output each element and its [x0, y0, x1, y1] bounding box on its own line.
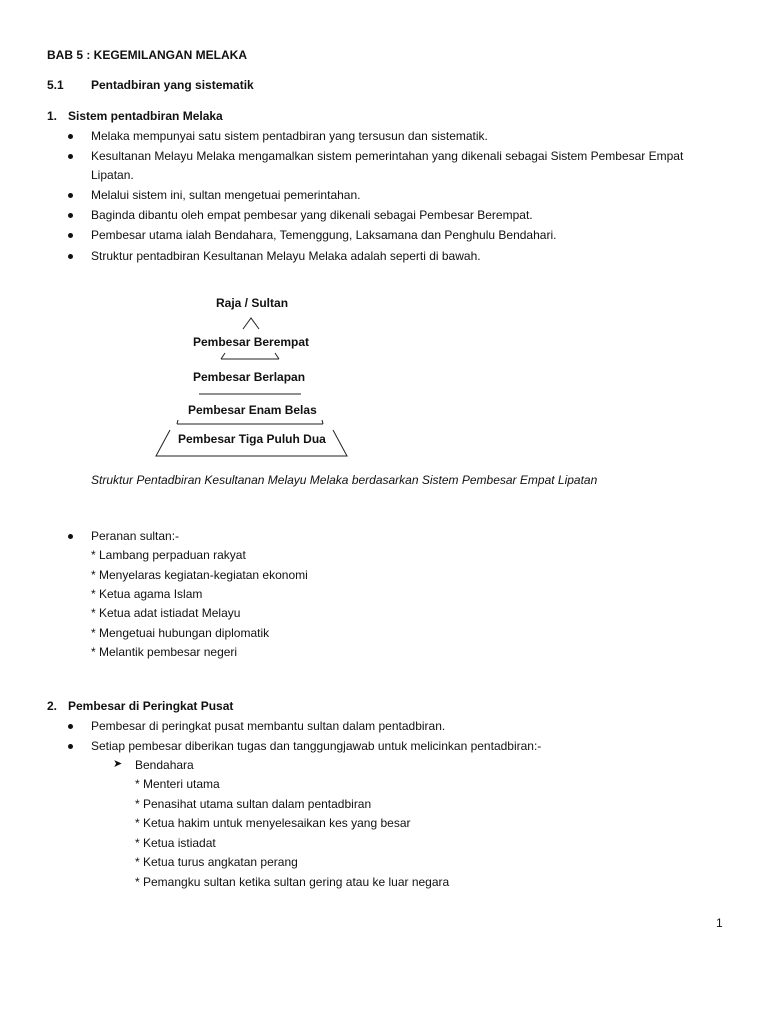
- peranan-title: Peranan sultan:-: [91, 529, 180, 543]
- list-item: * Melantik pembesar negeri: [91, 645, 238, 659]
- apex-triangle: [243, 318, 259, 329]
- pyramid-level-berempat: Pembesar Berempat: [193, 335, 310, 349]
- list-item: * Menyelaras kegiatan-kegiatan ekonomi: [91, 568, 308, 582]
- list-item: * Ketua turus angkatan perang: [135, 855, 298, 869]
- list-item: * Ketua hakim untuk menyelesaikan kes yang besar: [135, 816, 411, 830]
- chapter-title: BAB 5 : KEGEMILANGAN MELAKA: [47, 48, 247, 62]
- list-item: * Menteri utama: [135, 777, 220, 791]
- list-item: Melalui sistem ini, sultan mengetuai pemerintahan.: [91, 188, 361, 202]
- diagram-caption: Struktur Pentadbiran Kesultanan Melayu Melaka berdasarkan Sistem Pembesar Empat Lipatan: [91, 473, 598, 487]
- list-item: Setiap pembesar diberikan tugas dan tanggungjawab untuk melicinkan pentadbiran:-: [91, 739, 542, 753]
- list-item-continuation: Lipatan.: [91, 168, 134, 182]
- bullet-icon: [68, 534, 73, 539]
- pyramid-level-tiga-puluh-dua: Pembesar Tiga Puluh Dua: [178, 432, 326, 446]
- part1-title: Sistem pentadbiran Melaka: [68, 109, 223, 123]
- pyramid-level-enam-belas: Pembesar Enam Belas: [188, 403, 317, 417]
- list-item: * Ketua istiadat: [135, 836, 216, 850]
- list-item: * Ketua adat istiadat Melayu: [91, 606, 241, 620]
- pyramid-level-berlapan: Pembesar Berlapan: [193, 370, 306, 384]
- list-item: * Mengetuai hubungan diplomatik: [91, 626, 270, 640]
- list-item: * Pemangku sultan ketika sultan gering atau ke luar negara: [135, 875, 450, 889]
- list-item: * Penasihat utama sultan dalam pentadbiran: [135, 797, 372, 811]
- list-item: Pembesar utama ialah Bendahara, Temenggung, Laksamana dan Penghulu Bendahari.: [91, 228, 557, 242]
- bullet-icon: [68, 744, 73, 749]
- list-item: Kesultanan Melayu Melaka mengamalkan sistem pemerintahan yang dikenali sebagai Sistem Pembesar Empat: [91, 149, 684, 163]
- list-item: Pembesar di peringkat pusat membantu sultan dalam pentadbiran.: [91, 719, 446, 733]
- part1-number: 1.: [47, 109, 58, 123]
- list-item: Struktur pentadbiran Kesultanan Melayu Melaka adalah seperti di bawah.: [91, 249, 481, 263]
- part2-title: Pembesar di Peringkat Pusat: [68, 699, 234, 713]
- section-title: Pentadbiran yang sistematik: [91, 78, 254, 92]
- list-item: Melaka mempunyai satu sistem pentadbiran yang tersusun dan sistematik.: [91, 129, 488, 143]
- sub-heading: Bendahara: [135, 758, 194, 772]
- section-number: 5.1: [47, 78, 64, 92]
- list-item: * Ketua agama Islam: [91, 587, 203, 601]
- pyramid-level-raja: Raja / Sultan: [216, 296, 289, 310]
- list-item: Baginda dibantu oleh empat pembesar yang dikenali sebagai Pembesar Berempat.: [91, 208, 533, 222]
- page-number: 1: [716, 916, 723, 930]
- arrow-bullet-icon: ➤: [113, 758, 123, 770]
- part2-number: 2.: [47, 699, 58, 713]
- list-item: * Lambang perpaduan rakyat: [91, 548, 246, 562]
- bullet-icon: [68, 724, 73, 729]
- pyramid-diagram: [0, 0, 768, 480]
